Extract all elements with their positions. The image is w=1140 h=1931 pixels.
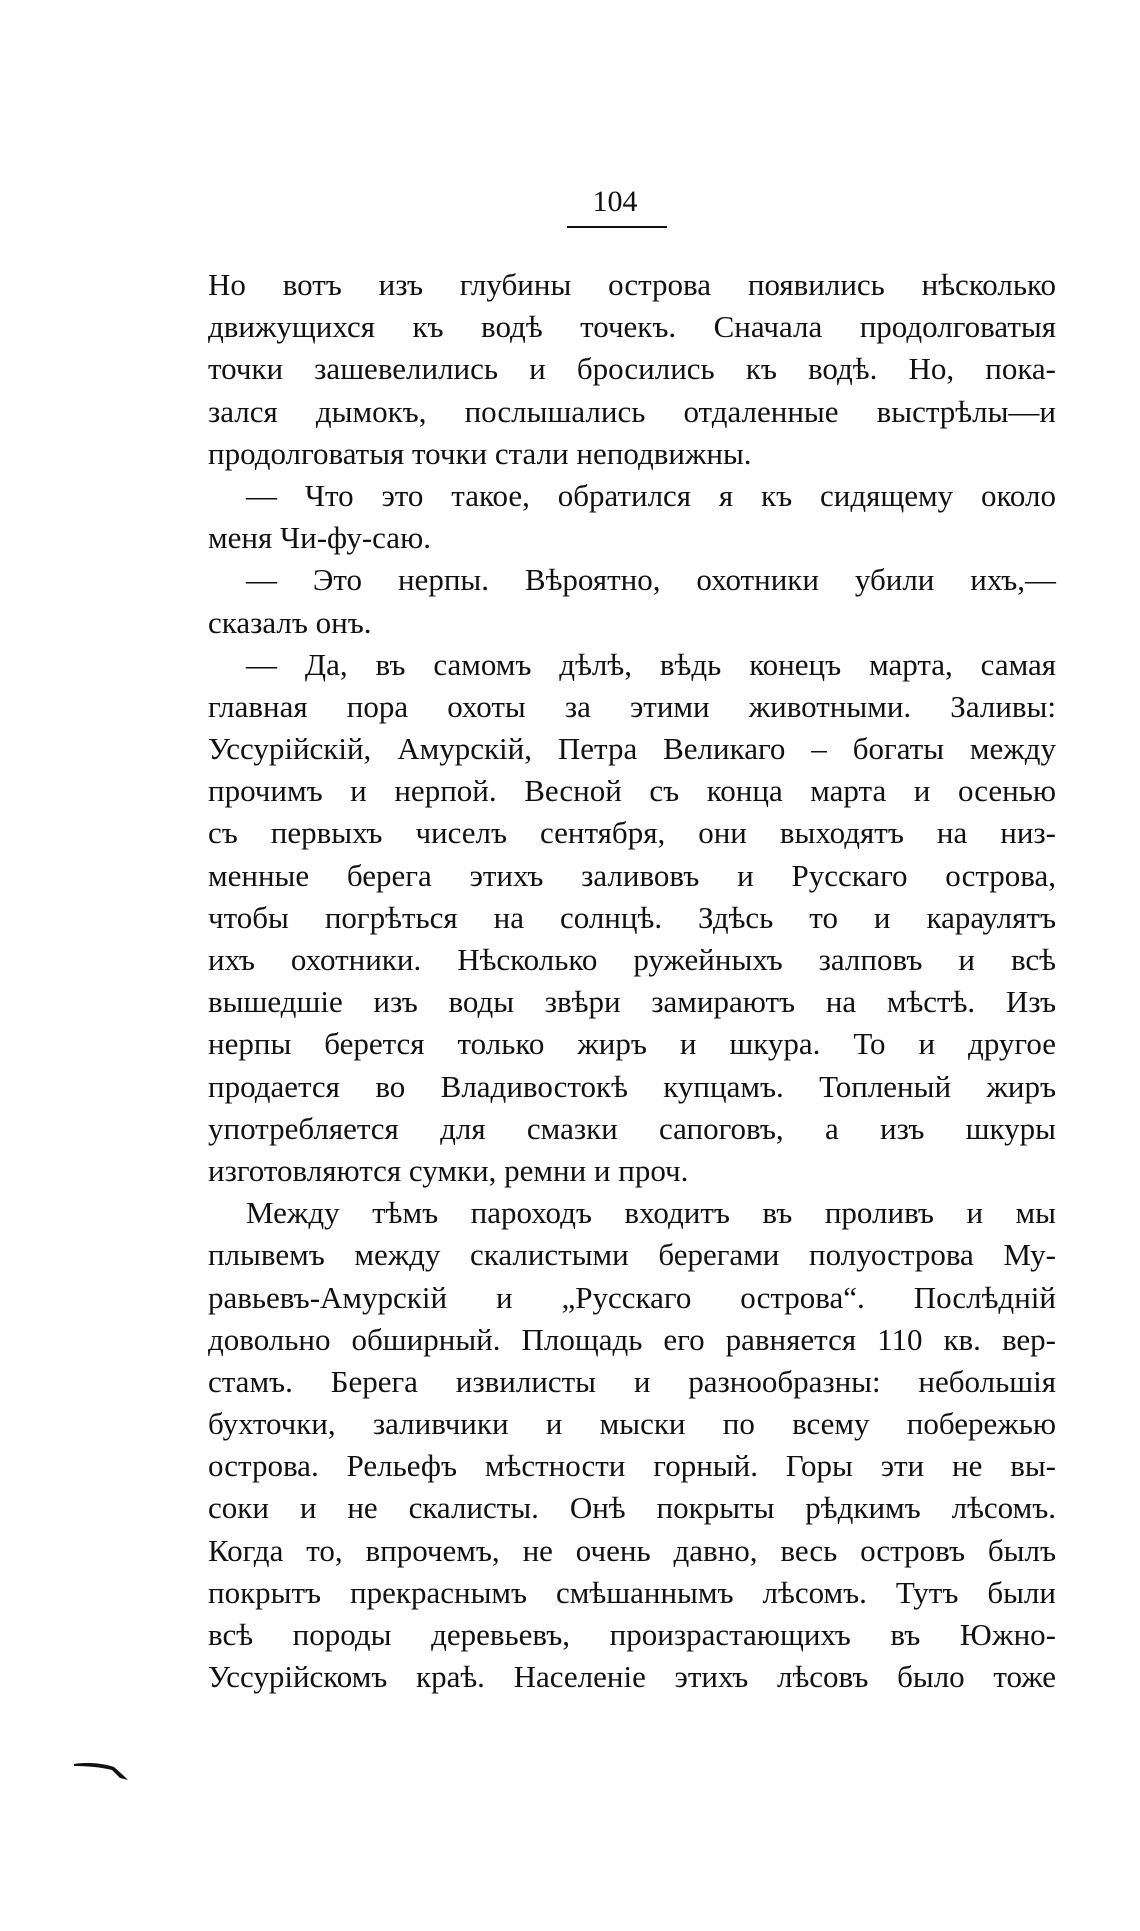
text-line: меня Чи-фу-саю. — [208, 520, 431, 556]
body-text — [208, 264, 1056, 1698]
text-line: покрытъ прекраснымъ смѣшаннымъ лѣсомъ. Тутъ были — [208, 1574, 1056, 1610]
text-line: — Что это такое, обратился я къ сидящему около — [246, 477, 1056, 513]
margin-ink-mark — [72, 1758, 132, 1782]
page-number: 104 — [592, 185, 638, 218]
text-line: изготовляются сумки, ремни и проч. — [208, 1152, 689, 1188]
text-line: Когда то, впрочемъ, не очень давно, весь островъ былъ — [208, 1532, 1056, 1568]
text-line: стамъ. Берега извилисты и разнообразны: небольшія — [208, 1363, 1056, 1399]
text-line: острова. Рельефъ мѣстности горный. Горы эти не вы- — [208, 1448, 1056, 1484]
text-line: Уссурійскій, Амурскій, Петра Великаго – богаты между — [208, 731, 1056, 767]
text-line: плывемъ между скалистыми берегами полуострова Му- — [208, 1237, 1056, 1273]
text-line: съ первыхъ чиселъ сентября, они выходятъ на низ- — [208, 815, 1056, 851]
text-line: точки зашевелились и бросились къ водѣ. Но, пока- — [208, 351, 1056, 387]
text-line: употребляется для смазки сапоговъ, а изъ шкуры — [208, 1110, 1056, 1146]
text-line: Уссурійскомъ краѣ. Населеніе этихъ лѣсовъ было тоже — [208, 1659, 1056, 1695]
text-line: соки и не скалисты. Онѣ покрыты рѣдкимъ лѣсомъ. — [208, 1490, 1056, 1526]
text-line: равьевъ-Амурскій и „Русскаго острова“. Послѣдній — [208, 1279, 1056, 1315]
text-line: вышедшіе изъ воды звѣри замираютъ на мѣстѣ. Изъ — [208, 984, 1056, 1020]
text-line: нерпы берется только жиръ и шкура. То и другое — [208, 1026, 1056, 1062]
text-line: менные берега этихъ заливовъ и Русскаго острова, — [208, 857, 1056, 893]
text-line: главная пора охоты за этими животными. Заливы: — [208, 688, 1056, 724]
text-line: Но вотъ изъ глубины острова появились нѣсколько — [208, 267, 1056, 302]
text-line: зался дымокъ, послышались отдаленные выстрѣлы—и — [208, 393, 1056, 429]
text-line: продается во Владивостокѣ купцамъ. Топленый жиръ — [208, 1068, 1056, 1104]
text-line: — Да, въ самомъ дѣлѣ, вѣдь конецъ марта, самая — [246, 646, 1056, 682]
text-line: довольно обширный. Площадь его равняется 110 кв. вер- — [208, 1321, 1056, 1357]
text-line: движущихся къ водѣ точекъ. Сначала продолговатыя — [208, 309, 1056, 345]
text-line: сказалъ онъ. — [208, 604, 372, 640]
text-line: бухточки, заливчики и мыски по всему побережью — [208, 1406, 1056, 1442]
text-line: всѣ породы деревьевъ, произрастающихъ въ Южно- — [208, 1617, 1056, 1652]
text-line: Между тѣмъ пароходъ входитъ въ проливъ и мы — [246, 1195, 1056, 1231]
text-line: чтобы погрѣться на солнцѣ. Здѣсь то и караулятъ — [208, 899, 1056, 935]
text-line: прочимъ и нерпой. Весной съ конца марта и осенью — [208, 773, 1056, 809]
text-line: ихъ охотники. Нѣсколько ружейныхъ залповъ и всѣ — [208, 942, 1056, 977]
text-line: продолговатыя точки стали неподвижны. — [208, 435, 752, 471]
text-line: — Это нерпы. Вѣроятно, охотники убили ихъ,— — [246, 562, 1056, 598]
page-number-rule — [567, 226, 667, 228]
